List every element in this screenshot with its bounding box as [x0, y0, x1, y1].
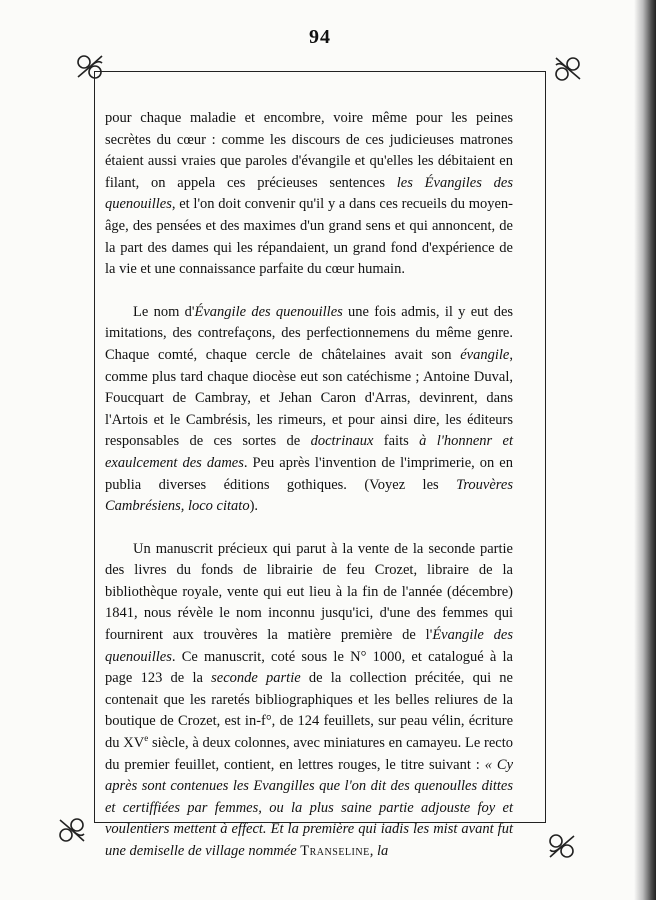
text-run: Un manuscrit précieux qui parut à la vente de la seconde partie des livres du fonds de librairie de feu Crozet, libraire de la bibliothèque royale, vente qui eut lieu à la fin de l'année (décembre) 1841, nous révèle le nom inconnu jusqu'ici, d'une des femmes qui fournirent aux trouvères la matière première de l' [105, 540, 513, 644]
page-number: 94 [309, 26, 331, 48]
body-text [105, 108, 513, 863]
text-run: siècle, à deux colonnes, avec miniatures en camayeu. Le recto du premier feuillet, contient, en lettres rouges, le titre suivant : [105, 735, 513, 773]
book-spine-shadow [634, 0, 656, 900]
text-run: Trouvères Cambrésiens, loco citato [105, 476, 513, 515]
corner-ornament-bottom-right-icon [546, 830, 578, 862]
text-run: . Ce manuscrit, coté sous le N° 1000, et catalogué à la page 123 de la [105, 648, 513, 687]
text-run: , comme plus tard chaque diocèse eut son catéchisme ; Antoine Duval, Foucquart de Cambray, et Jehan Caron d'Arras, devinrent, dans l'Artois et le Cambrésis, les rimeurs, et pour ainsi dire, les éditeurs responsables de ces sortes de [105, 346, 513, 450]
text-run: Évangile des quenouilles [105, 627, 513, 665]
corner-ornament-bottom-left-icon [56, 814, 88, 846]
text-run: seconde partie [211, 670, 301, 687]
text-run: , [369, 843, 377, 859]
text-run: Le nom d' [133, 303, 195, 320]
text-run: doctrinaux [310, 433, 374, 450]
text-run: les Évangiles des quenouilles [105, 174, 513, 213]
corner-ornament-top-left-icon [74, 51, 106, 83]
paragraph [105, 539, 513, 863]
text-run: « Cy après sont contenues les Evangilles que l'on dit des quenoulles dittes et certiffiées par femmes, ou la plus saine partie adjouste foy et voulentiers mettent à effect. Et la première qui iadis les mist avant fut une demiselle de village nommée [105, 756, 514, 859]
text-run: e [144, 733, 149, 744]
paragraph [105, 108, 513, 281]
text-run: . Peu après l'invention de l'imprimerie, on en publia diverses éditions gothiques. (Voyez les [105, 454, 513, 493]
paragraph [105, 302, 513, 518]
corner-ornament-top-right-icon [552, 53, 584, 85]
text-run: évangile [460, 346, 510, 363]
text-run: , et l'on doit convenir qu'il y a dans ces recueils du moyen-âge, des pensées et des maximes d'un grand sens et qui annoncent, de la part des dames qui les répandaient, un grand fond d'expérience de la vie et une connaissance parfaite du cœur humain. [105, 196, 513, 278]
text-run: la [376, 843, 389, 859]
text-run: à l'honnenr et exaulcement des dames [105, 433, 513, 471]
text-run: une fois admis, il y eut des imitations, des contrefaçons, des perfectionnemens du même genre. Chaque comté, chaque cercle de châtelaines avait son [105, 303, 514, 363]
text-run: ). [249, 498, 259, 515]
text-run: de la collection précitée, qui ne contenait que les raretés bibliographiques et les belles reliures de la boutique de Crozet, est in-f°, de 124 feuillets, sur peau vélin, écriture du XV [105, 670, 513, 752]
text-run: Évangile des quenouilles [194, 303, 343, 320]
text-run: faits [373, 433, 420, 450]
text-run: Transeline [300, 843, 370, 859]
text-run: pour chaque maladie et encombre, voire même pour les peines secrètes du cœur : comme les discours de ces judicieuses matrones étaient aussi vraies que paroles d'évangile et qu'elles les débitaient en filant, on appela ces précieuses sentences [105, 110, 513, 191]
